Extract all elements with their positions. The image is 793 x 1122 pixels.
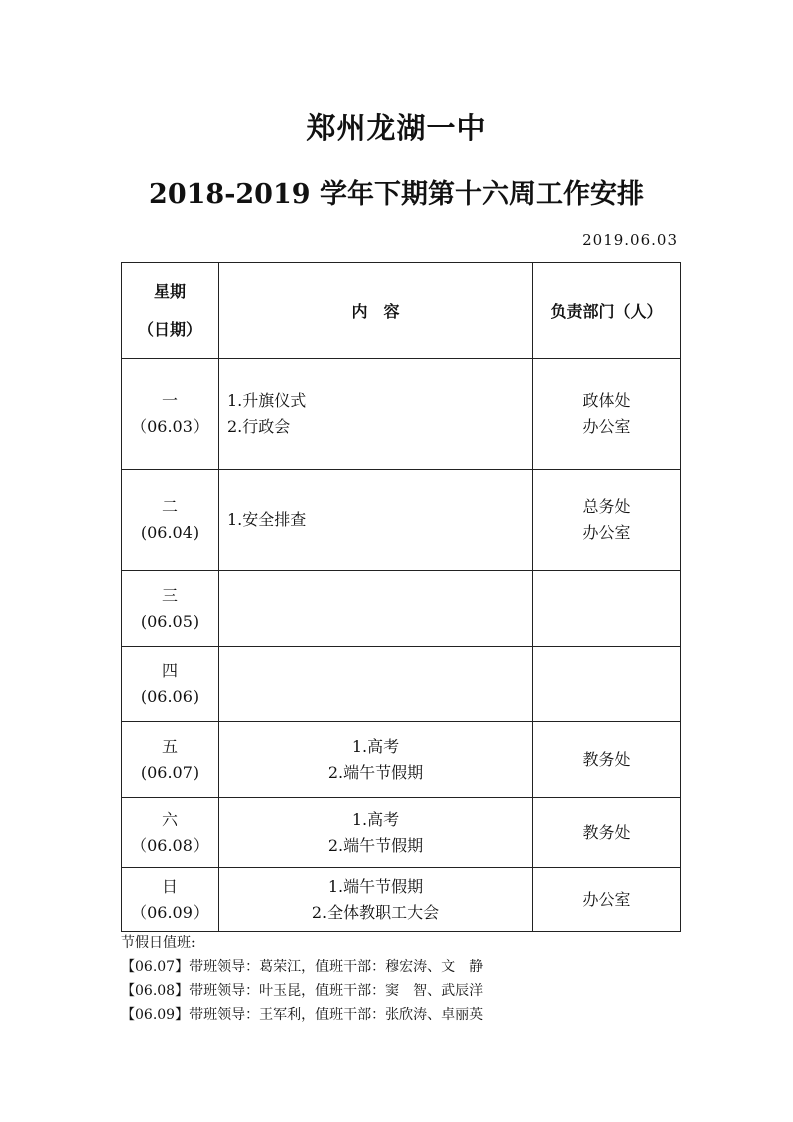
day-cell bbox=[122, 470, 219, 571]
content-item: 1.升旗仪式 bbox=[227, 391, 307, 410]
header-day-line2: （日期） bbox=[137, 319, 202, 339]
day-date: (06.07) bbox=[140, 762, 200, 782]
dept-item: 总务处 bbox=[582, 497, 631, 516]
table-row bbox=[122, 470, 681, 571]
table-row bbox=[122, 359, 681, 470]
day-label: 六 bbox=[161, 809, 178, 829]
duty-entry: 【06.08】带班领导：叶玉昆，值班干部：窦 智、武辰洋 bbox=[121, 983, 484, 999]
duty-entry: 【06.07】带班领导：葛荣江，值班干部：穆宏涛、文 静 bbox=[121, 959, 484, 975]
content-cell bbox=[219, 359, 533, 470]
dept-item: 办公室 bbox=[582, 523, 631, 542]
dept-cell bbox=[533, 647, 681, 722]
document-title: 郑州龙湖一中 bbox=[306, 111, 487, 145]
content-item: 1.安全排查 bbox=[227, 510, 307, 529]
dept-item: 办公室 bbox=[582, 889, 631, 909]
day-cell bbox=[122, 868, 219, 932]
content-cell bbox=[219, 571, 533, 647]
dept-cell bbox=[533, 470, 681, 571]
content-cell bbox=[219, 647, 533, 722]
content-cell bbox=[219, 722, 533, 798]
content-item: 1.高考 bbox=[351, 809, 400, 829]
day-label: 五 bbox=[161, 736, 178, 756]
header-day bbox=[122, 263, 219, 359]
content-item: 2.全体教职工大会 bbox=[311, 902, 440, 922]
day-cell bbox=[122, 359, 219, 470]
dept-cell bbox=[533, 359, 681, 470]
content-item: 2.端午节假期 bbox=[327, 835, 424, 855]
content-item: 2.行政会 bbox=[227, 417, 291, 436]
header-day-line1: 星期 bbox=[153, 281, 186, 301]
document-date: 2019.06.03 bbox=[582, 231, 678, 249]
dept-cell bbox=[533, 722, 681, 798]
header-content: 内 容 bbox=[219, 263, 533, 359]
dept-item: 办公室 bbox=[582, 417, 631, 436]
schedule-table bbox=[121, 262, 681, 932]
dept-cell bbox=[533, 868, 681, 932]
table-row bbox=[122, 798, 681, 868]
day-label: 四 bbox=[161, 661, 178, 680]
day-cell bbox=[122, 571, 219, 647]
table-row bbox=[122, 868, 681, 932]
table-row bbox=[122, 571, 681, 647]
document-subtitle: 2018-2019 学年下期第十六周工作安排 bbox=[149, 179, 644, 210]
dept-cell bbox=[533, 798, 681, 868]
table-row bbox=[122, 647, 681, 722]
day-date: （06.08） bbox=[131, 835, 209, 855]
day-cell bbox=[122, 722, 219, 798]
day-date: （06.09） bbox=[131, 902, 209, 922]
duty-roster bbox=[121, 931, 681, 1027]
day-cell bbox=[122, 798, 219, 868]
content-cell bbox=[219, 470, 533, 571]
day-cell bbox=[122, 647, 219, 722]
content-cell bbox=[219, 798, 533, 868]
content-item: 1.端午节假期 bbox=[327, 876, 424, 896]
header-dept: 负责部门（人） bbox=[533, 263, 681, 359]
header-row bbox=[122, 263, 681, 359]
table-row bbox=[122, 722, 681, 798]
day-label: 二 bbox=[161, 497, 178, 516]
duty-entry: 【06.09】带班领导：王军利，值班干部：张欣涛、卓丽英 bbox=[121, 1007, 484, 1023]
day-date: （06.03） bbox=[131, 417, 209, 436]
day-date: (06.06) bbox=[140, 687, 200, 706]
day-date: (06.04) bbox=[140, 523, 200, 542]
duty-heading: 节假日值班: bbox=[121, 935, 196, 951]
dept-item: 教务处 bbox=[582, 822, 631, 842]
dept-cell bbox=[533, 571, 681, 647]
dept-item: 政体处 bbox=[582, 391, 631, 410]
content-item: 1.高考 bbox=[351, 736, 400, 756]
day-label: 日 bbox=[161, 876, 178, 896]
content-item: 2.端午节假期 bbox=[327, 762, 424, 782]
content-cell bbox=[219, 868, 533, 932]
dept-item: 教务处 bbox=[582, 749, 631, 769]
day-date: (06.05) bbox=[140, 611, 200, 631]
day-label: 一 bbox=[161, 391, 178, 410]
day-label: 三 bbox=[161, 585, 178, 605]
